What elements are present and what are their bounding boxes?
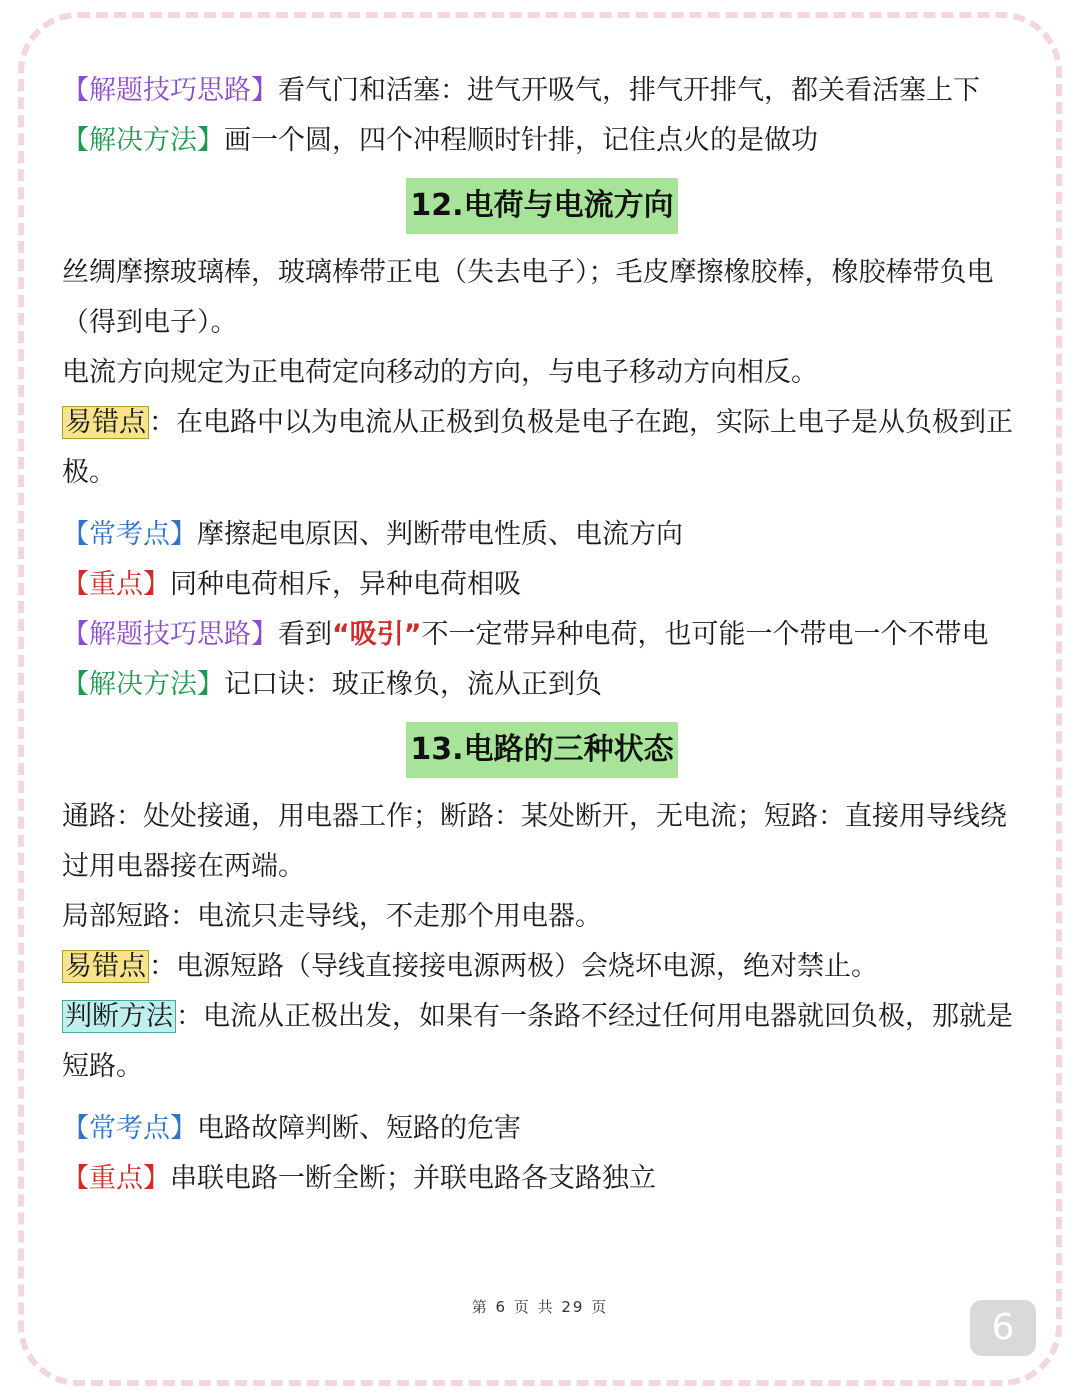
exam-text: 摩擦起电原因、判断带电性质、电流方向 [197, 519, 683, 550]
key-point [62, 560, 1022, 610]
paragraph: 电流方向规定为正电荷定向移动的方向，与电子移动方向相反。 [62, 357, 818, 388]
key-text: 串联电路一断全断；并联电路各支路独立 [170, 1163, 656, 1194]
exam-point [62, 1104, 1022, 1154]
tip-text: 看气门和活塞：进气开吸气，排气开排气，都关看活塞上下 [278, 75, 980, 106]
tip-tag: 【解题技巧思路】 [62, 619, 278, 650]
method-tag: 【解决方法】 [62, 669, 224, 700]
tip-tag: 【解题技巧思路】 [62, 75, 278, 106]
error-label: 易错点 [62, 406, 149, 439]
exam-point [62, 510, 1022, 560]
method-text: 画一个圆，四个冲程顺时针排，记住点火的是做功 [224, 125, 818, 156]
judge-text: ：电流从正极出发，如果有一条路不经过任何用电器就回负极，那就是短路。 [62, 1001, 1013, 1082]
error-label: 易错点 [62, 950, 149, 983]
section-title-13: 13.电路的三种状态 [406, 722, 677, 778]
error-point [62, 398, 1022, 498]
key-point [62, 1154, 1022, 1204]
tip-pre: 看到 [278, 619, 332, 650]
method-line-2 [62, 660, 1022, 710]
key-tag: 【重点】 [62, 569, 170, 600]
method-tag: 【解决方法】 [62, 125, 224, 156]
paragraph: 丝绸摩擦玻璃棒，玻璃棒带正电（失去电子）；毛皮摩擦橡胶棒，橡胶棒带负电（得到电子）。 [62, 257, 994, 338]
exam-text: 电路故障判断、短路的危害 [197, 1113, 521, 1144]
paragraph: 通路：处处接通，用电器工作；断路：某处断开，无电流；短路：直接用导线绕过用电器接在两端。 [62, 801, 1007, 882]
section-title-12: 12.电荷与电流方向 [406, 178, 677, 234]
error-point [62, 942, 1022, 992]
judge-label: 判断方法 [62, 1000, 176, 1033]
method-text: 记口诀：玻正橡负，流从正到负 [224, 669, 602, 700]
paragraph: 局部短路：电流只走导线，不走那个用电器。 [62, 901, 602, 932]
tip-line-2 [62, 610, 1022, 660]
exam-tag: 【常考点】 [62, 1113, 197, 1144]
tip-line-1 [62, 66, 1022, 116]
tip-post: 不一定带异种电荷，也可能一个带电一个不带电 [421, 619, 989, 650]
error-text: ：在电路中以为电流从正极到负极是电子在跑，实际上电子是从负极到正极。 [62, 407, 1013, 488]
key-tag: 【重点】 [62, 1163, 170, 1194]
exam-tag: 【常考点】 [62, 519, 197, 550]
method-line-1 [62, 116, 1022, 166]
document-body [62, 66, 1022, 1204]
page-number-badge: 6 [970, 1300, 1036, 1356]
judge-method [62, 992, 1022, 1092]
tip-emphasis: “吸引” [332, 619, 422, 650]
page-footer: 第 6 页 共 29 页 [471, 1298, 609, 1316]
key-text: 同种电荷相斥，异种电荷相吸 [170, 569, 521, 600]
error-text: ：电源短路（导线直接接电源两极）会烧坏电源，绝对禁止。 [149, 951, 878, 982]
